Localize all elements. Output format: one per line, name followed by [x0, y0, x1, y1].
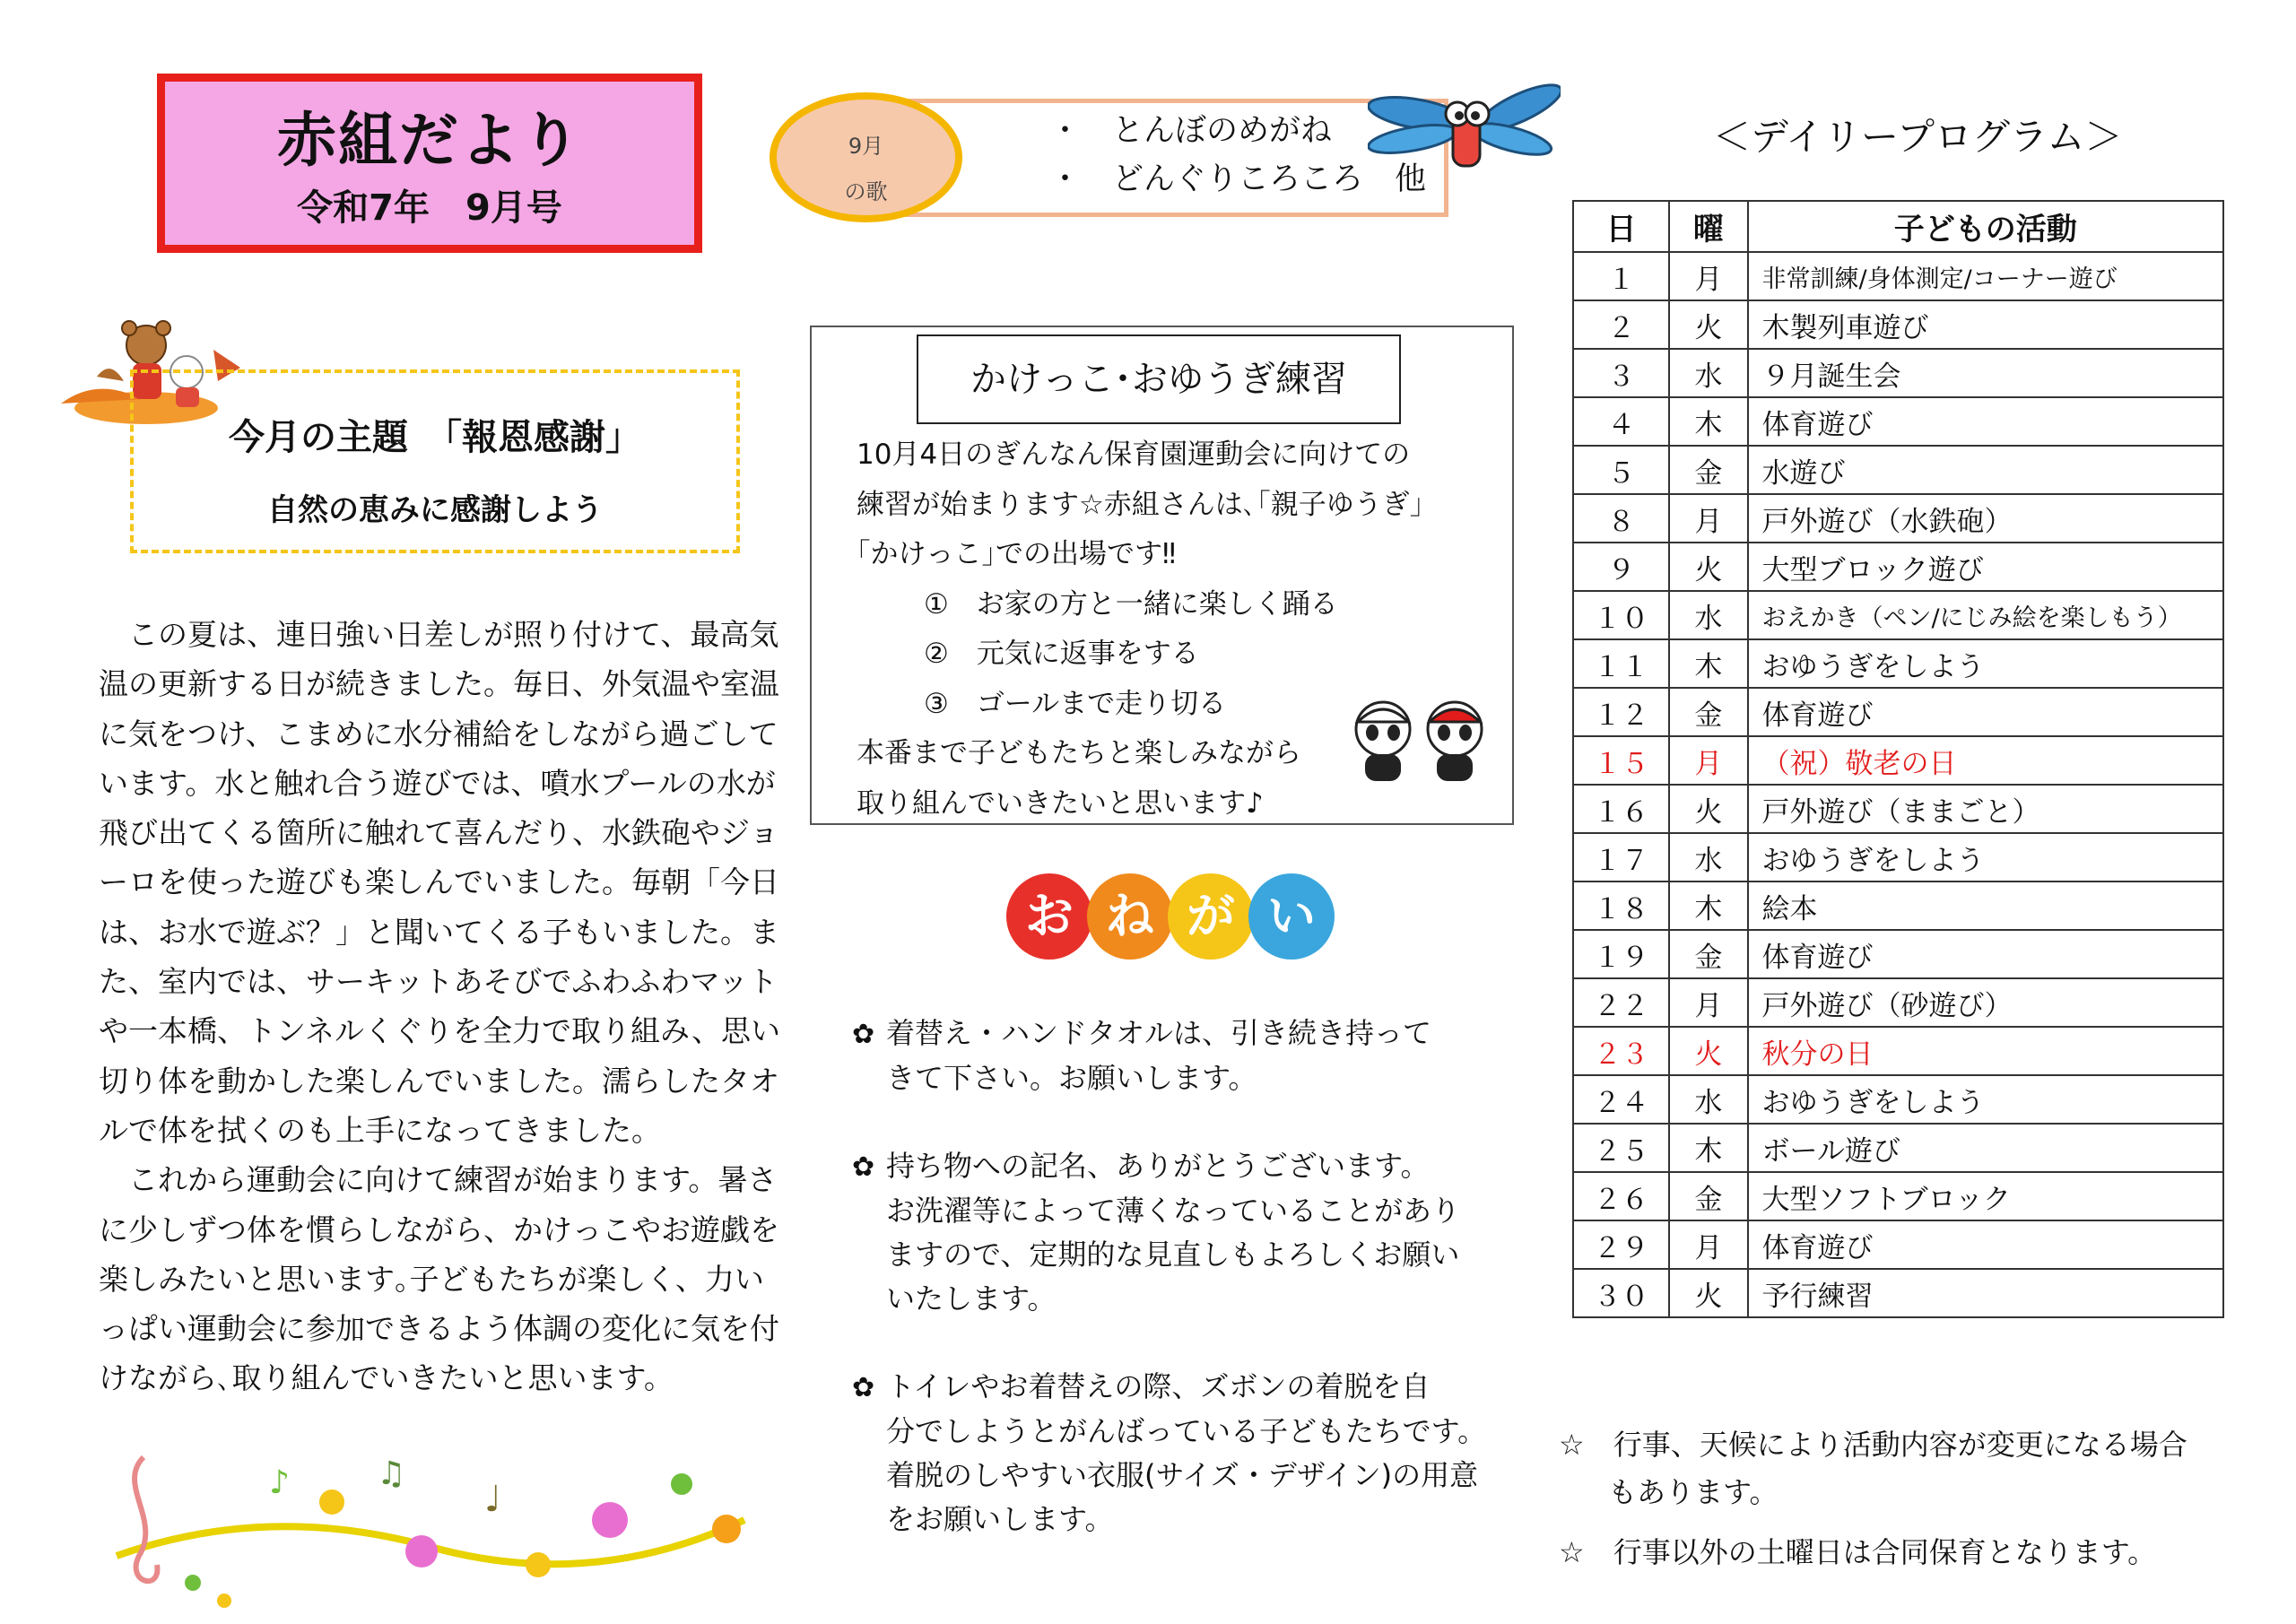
- table-row: [1573, 446, 2223, 494]
- table-row: [1573, 978, 2223, 1027]
- request-item: [852, 1144, 1516, 1321]
- table-row: [1573, 591, 2223, 639]
- day-cell: １９: [1573, 930, 1669, 978]
- weekday-cell: 火: [1669, 1269, 1747, 1317]
- activity-cell: 体育遊び: [1748, 930, 2223, 978]
- weekday-cell: 火: [1669, 543, 1747, 591]
- practice-line: ｢かけっこ｣での出場です‼: [857, 538, 1177, 570]
- newsletter-title: 赤組だより: [277, 106, 582, 175]
- activity-cell: 水遊び: [1748, 446, 2223, 494]
- table-row: [1573, 1075, 2223, 1124]
- day-cell: ２６: [1573, 1172, 1669, 1220]
- weekday-cell: 月: [1669, 252, 1747, 300]
- day-cell: １６: [1573, 785, 1669, 833]
- request-text: 分でしようとがんばっている子どもたちです。: [886, 1414, 1487, 1448]
- table-row: [1573, 639, 2223, 688]
- day-cell: ５: [1573, 446, 1669, 494]
- activity-cell: 秋分の日: [1748, 1027, 2223, 1075]
- weekday-cell: 木: [1669, 1124, 1747, 1172]
- activity-cell: （祝）敬老の日: [1748, 736, 2223, 785]
- song-month-badge: [770, 92, 962, 222]
- day-cell: ２２: [1573, 978, 1669, 1027]
- practice-point: ③ ゴールまで走り切る: [924, 687, 1227, 720]
- request-text: 着替え・ハンドタオルは、引き続き持って: [886, 1016, 1432, 1050]
- activity-cell: 木製列車遊び: [1748, 300, 2223, 349]
- weekday-cell: 金: [1669, 446, 1747, 494]
- weekday-cell: 月: [1669, 1220, 1747, 1269]
- weekday-cell: 月: [1669, 494, 1747, 543]
- practice-point: ① お家の方と一緒に楽しく踊る: [924, 587, 1338, 621]
- day-cell: ２: [1573, 300, 1669, 349]
- onegai-char: ね: [1106, 888, 1154, 944]
- table-row: [1573, 300, 2223, 349]
- day-cell: ２５: [1573, 1124, 1669, 1172]
- activity-cell: 戸外遊び（ままごと）: [1748, 785, 2223, 833]
- svg-text:♩: ♩: [484, 1479, 501, 1520]
- note-text: もあります。: [1608, 1475, 1779, 1509]
- table-row: [1573, 397, 2223, 446]
- program-title: ＜デイリープログラム＞: [1713, 115, 2123, 159]
- day-cell: ８: [1573, 494, 1669, 543]
- request-text: をお願いします。: [886, 1502, 1114, 1536]
- activity-cell: おゆうぎをしよう: [1748, 833, 2223, 881]
- onegai-banner: [1004, 870, 1336, 964]
- theme-title: 今月の主題 「報恩感謝」: [229, 417, 641, 458]
- weekday-cell: 木: [1669, 639, 1747, 688]
- weekday-cell: 水: [1669, 1075, 1747, 1124]
- monthly-theme-box: [130, 369, 740, 553]
- activity-cell: 大型ブロック遊び: [1748, 543, 2223, 591]
- weekday-cell: 金: [1669, 1172, 1747, 1220]
- song-label: の歌: [844, 179, 888, 204]
- day-cell: ９: [1573, 543, 1669, 591]
- weekday-cell: 火: [1669, 1027, 1747, 1075]
- table-row: [1573, 1269, 2223, 1317]
- request-item: [852, 1365, 1516, 1541]
- day-cell: ２４: [1573, 1075, 1669, 1124]
- request-text: トイレやお着替えの際、ズボンの着脱を自: [886, 1369, 1431, 1403]
- weekday-cell: 木: [1669, 397, 1747, 446]
- day-cell: ２９: [1573, 1220, 1669, 1269]
- practice-line: 10月4日のぎんなん保育園運動会に向けての: [857, 439, 1411, 471]
- newsletter-title-box: [157, 74, 702, 253]
- weekday-cell: 月: [1669, 978, 1747, 1027]
- table-row: [1573, 688, 2223, 736]
- practice-line: 本番まで子どもたちと楽しみながら: [857, 737, 1301, 769]
- table-row: [1573, 1027, 2223, 1075]
- request-text: 着脱のしやすい衣服(サイズ・デザイン)の用意: [886, 1458, 1479, 1492]
- table-row: [1573, 833, 2223, 881]
- note-text: ☆ 行事、天候により活動内容が変更になる場合: [1559, 1428, 2187, 1462]
- request-text: いたします。: [886, 1281, 1057, 1316]
- table-row: [1573, 252, 2223, 300]
- weekday-cell: 月: [1669, 736, 1747, 785]
- weekday-cell: 木: [1669, 881, 1747, 930]
- day-cell: １８: [1573, 881, 1669, 930]
- activity-cell: 大型ソフトブロック: [1748, 1172, 2223, 1220]
- weekday-cell: 火: [1669, 785, 1747, 833]
- daily-program-table: [1572, 200, 2224, 1318]
- theme-subtitle: 自然の恵みに感謝しよう: [267, 492, 603, 528]
- table-row: [1573, 736, 2223, 785]
- practice-line: 取り組んでいきたいと思います♪: [857, 786, 1264, 820]
- activity-cell: 体育遊び: [1748, 397, 2223, 446]
- newsletter-issue: 令和7年 9月号: [297, 187, 562, 229]
- activity-cell: おゆうぎをしよう: [1748, 639, 2223, 688]
- activity-cell: 戸外遊び（水鉄砲）: [1748, 494, 2223, 543]
- day-cell: １７: [1573, 833, 1669, 881]
- practice-point: ② 元気に返事をする: [924, 638, 1199, 670]
- onegai-char: い: [1267, 888, 1316, 944]
- day-cell: １１: [1573, 639, 1669, 688]
- dragonfly-illustration: [1368, 76, 1561, 175]
- column-header-activity: 子どもの活動: [1748, 201, 2223, 252]
- request-text: お洗濯等によって薄くなっていることがあり: [886, 1194, 1461, 1228]
- weekday-cell: 水: [1669, 591, 1747, 639]
- weekday-cell: 火: [1669, 300, 1747, 349]
- practice-title: かけっこ･おゆうぎ練習: [917, 334, 1401, 424]
- song-month: 9月: [848, 134, 884, 159]
- day-cell: １: [1573, 252, 1669, 300]
- activity-cell: 予行練習: [1748, 1269, 2223, 1317]
- activity-cell: おえかき（ペン/にじみ絵を楽しもう）: [1748, 591, 2223, 639]
- letter-paragraph: この夏は、連日強い日差しが照り付けて、最高気温の更新する日が続きました。毎日、外気温や室温に気をつけ、こまめに水分補給をしながら過ごしています。水と触れ合う遊びでは、噴水プールの水が飛び出てくる箇所に触れて喜んだり、水鉄砲やジョーロを使った遊びも楽しんでいました。毎朝「今日は、お水で遊ぶ？」と聞いてくる子もいました。また、室内では、サーキットあそびでふわふわマットや一本橋、トンネルくぐりを全力で取り組み、思い切り体を動かした楽しんでいました。濡らしたタオルで体を拭くのも上手になってきました。: [99, 617, 780, 1148]
- svg-text:♪: ♪: [269, 1464, 290, 1501]
- table-row: [1573, 881, 2223, 930]
- flower-icon: ✿: [852, 1372, 875, 1403]
- table-row: [1573, 1172, 2223, 1220]
- svg-text:♫: ♫: [377, 1455, 406, 1492]
- day-cell: ３: [1573, 349, 1669, 397]
- program-note: [1559, 1529, 2276, 1576]
- flower-icon: ✿: [852, 1151, 875, 1183]
- teacher-letter: [99, 610, 789, 1403]
- activity-cell: ボール遊び: [1748, 1124, 2223, 1172]
- table-row: [1573, 785, 2223, 833]
- table-row: [1573, 543, 2223, 591]
- table-row: [1573, 494, 2223, 543]
- onegai-char: が: [1187, 888, 1235, 944]
- table-row: [1573, 930, 2223, 978]
- day-cell: １０: [1573, 591, 1669, 639]
- song-item: ・ どんぐりころころ 他: [1049, 161, 1427, 197]
- letter-paragraph: これから運動会に向けて練習が始まります。暑さに少しずつ体を慣らしながら、かけっこやお遊戯を楽しみたいと思います｡子どもたちが楽しく、力いっぱい運動会に参加できるよう体調の変化に気を付けながら､取り組んでいきたいと思います。: [99, 1162, 779, 1396]
- request-text: きて下さい。お願いします。: [886, 1061, 1257, 1095]
- activity-cell: 非常訓練/身体測定/コーナー遊び: [1748, 252, 2223, 300]
- request-item: [852, 1012, 1516, 1100]
- onegai-char: お: [1025, 888, 1074, 944]
- column-header-day: 日: [1573, 201, 1669, 252]
- panda-illustration: [1345, 695, 1498, 785]
- table-row: [1573, 349, 2223, 397]
- day-cell: ４: [1573, 397, 1669, 446]
- request-text: ますので、定期的な見直しもよろしくお願い: [886, 1238, 1460, 1272]
- column-header-weekday: 曜: [1669, 201, 1747, 252]
- weekday-cell: 金: [1669, 688, 1747, 736]
- day-cell: １２: [1573, 688, 1669, 736]
- song-item: ・ とんぼのめがね: [1049, 113, 1333, 149]
- day-cell: ２３: [1573, 1027, 1669, 1075]
- table-row: [1573, 1220, 2223, 1269]
- note-text: ☆ 行事以外の土曜日は合同保育となります。: [1559, 1535, 2157, 1569]
- activity-cell: 絵本: [1748, 881, 2223, 930]
- table-row: [1573, 1124, 2223, 1172]
- day-cell: １５: [1573, 736, 1669, 785]
- practice-line: 練習が始まります☆赤組さんは､｢親子ゆうぎ｣: [857, 488, 1424, 521]
- music-flowers-decoration: [108, 1448, 753, 1610]
- weekday-cell: 水: [1669, 833, 1747, 881]
- weekday-cell: 金: [1669, 930, 1747, 978]
- weekday-cell: 水: [1669, 349, 1747, 397]
- activity-cell: 体育遊び: [1748, 1220, 2223, 1269]
- activity-cell: 戸外遊び（砂遊び）: [1748, 978, 2223, 1027]
- activity-cell: 体育遊び: [1748, 688, 2223, 736]
- activity-cell: おゆうぎをしよう: [1748, 1075, 2223, 1124]
- flower-icon: ✿: [852, 1019, 875, 1050]
- program-note: [1559, 1421, 2276, 1516]
- day-cell: ３０: [1573, 1269, 1669, 1317]
- table-header-row: [1573, 201, 2223, 252]
- activity-cell: ９月誕生会: [1748, 349, 2223, 397]
- request-text: 持ち物への記名、ありがとうございます。: [886, 1149, 1430, 1183]
